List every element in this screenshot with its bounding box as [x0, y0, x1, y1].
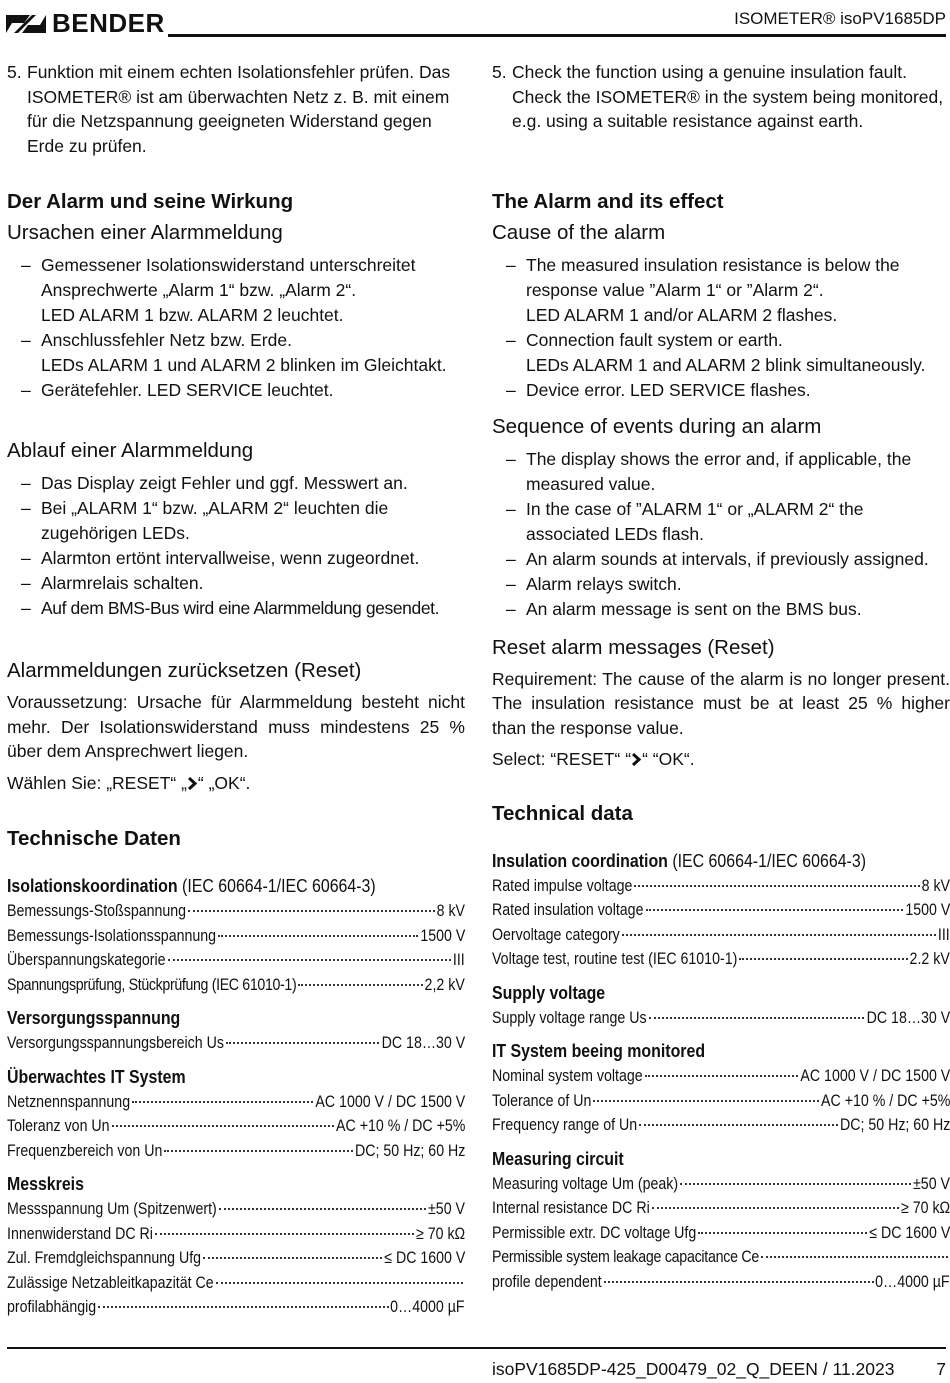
- table-row: Internal resistance DC Ri ≥ 70 kΩ: [492, 1199, 950, 1217]
- brand-logo: [6, 8, 165, 39]
- document-code: isoPV1685DP-425_D00479_02_Q_DEEN / 11.2023: [492, 1359, 895, 1379]
- table-row: Tolerance of Un AC +10 % / DC +5%: [492, 1091, 950, 1110]
- sequence-heading: Sequence of events during an alarm: [492, 414, 822, 438]
- table-row: Toleranz von Un AC +10 % / DC +5%: [7, 1117, 465, 1135]
- list-item: – Device error. LED SERVICE flashes.: [506, 379, 811, 400]
- table-row: Nominal system voltage AC 1000 V / DC 1500 V: [492, 1067, 950, 1085]
- table-row: Voltage test, routine test (IEC 61010-1) 2.2 kV: [492, 950, 950, 968]
- list-item: – An alarm message is sent on the BMS bus.: [506, 598, 862, 619]
- tech-heading: Technische Daten: [7, 827, 181, 850]
- supply-title: Supply voltage: [492, 981, 606, 1003]
- it-title: Überwachtes IT System: [7, 1065, 186, 1087]
- table-row: Versorgungsspannungsbereich Us DC 18…30 V: [7, 1034, 465, 1052]
- bender-logo-icon: [6, 11, 46, 37]
- page-number: 7: [936, 1359, 946, 1379]
- tech-data-de: [7, 873, 465, 1320]
- step-number: 5.: [492, 62, 507, 82]
- table-row: Measuring voltage Um (peak) ±50 V: [492, 1174, 950, 1193]
- meas-title: Messkreis: [7, 1173, 84, 1194]
- table-row: Frequenzbereich von Un DC; 50 Hz; 60 Hz: [7, 1141, 465, 1160]
- alarm-heading: Der Alarm und seine Wirkung: [7, 190, 294, 213]
- sequence-heading: Ablauf einer Alarmmeldung: [7, 439, 254, 462]
- chevron-right-icon: [187, 777, 198, 790]
- list-item: – Gerätefehler. LED SERVICE leuchtet.: [21, 380, 334, 400]
- table-row: Frequency range of Un DC; 50 Hz; 60 Hz: [492, 1116, 950, 1134]
- table-row: Bemessungs-Stoßspannung 8 kV: [7, 902, 465, 920]
- table-row: Oervoltage category III: [492, 925, 950, 944]
- insulation-title: Isolationskoordination (IEC 60664-1/IEC 60664-3): [7, 875, 376, 896]
- list-item: – The display shows the error and, if applicable, the measured value.: [506, 448, 912, 494]
- list-item: – Connection fault system or earth. LEDs ALARM 1 and ALARM 2 blink simultaneously.: [506, 329, 926, 375]
- step-5-de: [7, 60, 465, 158]
- alarm-heading: The Alarm and its effect: [492, 189, 724, 213]
- sequence-list: [7, 471, 465, 621]
- supply-title: Versorgungsspannung: [7, 1007, 181, 1028]
- causes-heading: Cause of the alarm: [492, 220, 666, 244]
- list-item: – An alarm sounds at intervals, if previously assigned.: [506, 548, 929, 569]
- table-row: Bemessungs-Isolationsspannung 1500 V: [7, 926, 465, 945]
- insulation-title: Insulation coordination (IEC 60664-1/IEC 60664-3): [492, 849, 867, 871]
- tech-data-en: [492, 848, 950, 1295]
- german-column: [7, 60, 465, 1320]
- list-item: – Alarm relays switch.: [506, 573, 682, 594]
- table-row: profilabhängig 0…4000 µF: [7, 1298, 465, 1316]
- list-item: – Bei „ALARM 1“ bzw. „ALARM 2“ leuchten die zugehörigen LEDs.: [21, 498, 389, 543]
- table-row: Zulässige Netzableitkapazität Ce: [7, 1271, 465, 1296]
- english-column: [492, 60, 950, 1294]
- list-item: – Auf dem BMS-Bus wird eine Alarmmeldung gesendet.: [21, 598, 440, 618]
- brand-name: BENDER: [52, 8, 165, 38]
- table-row: Überspannungskategorie III: [7, 951, 465, 969]
- table-row: Permissible extr. DC voltage Ufg ≤ DC 1600 V: [492, 1223, 950, 1242]
- list-item: – Alarmton ertönt intervallweise, wenn zugeordnet.: [21, 548, 420, 568]
- table-row: Innenwiderstand DC Ri ≥ 70 kΩ: [7, 1224, 465, 1243]
- reset-heading: Reset alarm messages (Reset): [492, 635, 775, 659]
- list-item: – Alarmrelais schalten.: [21, 573, 204, 593]
- table-row: Netznennspannung AC 1000 V / DC 1500 V: [7, 1092, 465, 1111]
- meas-title: Measuring circuit: [492, 1147, 624, 1169]
- select-instruction: Wählen Sie: „RESET“ „ “ „OK“.: [7, 772, 251, 793]
- step-text: Check the function using a genuine insulation fault. Check the ISOMETER® in the system being monitored, e.g. using a suitable resistance against earth.: [512, 62, 944, 131]
- table-row: Rated impulse voltage 8 kV: [492, 876, 950, 895]
- footer-rule: [7, 1347, 946, 1349]
- causes-heading: Ursachen einer Alarmmeldung: [7, 221, 283, 244]
- causes-list: [7, 253, 465, 403]
- table-row: Messspannung Um (Spitzenwert) ±50 V: [7, 1200, 465, 1218]
- step-number: 5.: [7, 62, 22, 82]
- list-item: – Das Display zeigt Fehler und ggf. Messwert an.: [21, 473, 408, 493]
- step-5-en: [492, 60, 950, 134]
- chevron-right-icon: [631, 753, 642, 766]
- table-row: Supply voltage range Us DC 18…30 V: [492, 1008, 950, 1027]
- tech-heading: Technical data: [492, 801, 633, 825]
- list-item: – Gemessener Isolationswiderstand unterschreitet Ansprechwerte „Alarm 1“ bzw. „Alarm 2“. LED ALARM 1 bzw. ALARM 2 leuchtet.: [21, 255, 416, 325]
- header-rule: [168, 34, 946, 37]
- table-row: profile dependent 0…4000 µF: [492, 1272, 950, 1291]
- table-row: Spannungsprüfung, Stückprüfung (IEC 61010-1) 2,2 kV: [7, 975, 465, 994]
- table-row: Rated insulation voltage 1500 V: [492, 901, 950, 919]
- reset-heading: Alarmmeldungen zurücksetzen (Reset): [7, 659, 362, 682]
- causes-list: [492, 253, 950, 403]
- sequence-list: [492, 447, 950, 622]
- table-row: Permissible system leakage capacitance Ce: [492, 1245, 950, 1270]
- table-row: Zul. Fremdgleichspannung Ufg ≤ DC 1600 V: [7, 1249, 465, 1267]
- page-header: [0, 0, 950, 45]
- select-instruction: Select: “RESET“ “ “ “OK“.: [492, 749, 695, 769]
- reset-text: Requirement: The cause of the alarm is no longer present. The insulation resistance must be at least 25 % higher than the response value.: [492, 668, 950, 738]
- product-name: ISOMETER® isoPV1685DP: [734, 9, 946, 28]
- it-title: IT System beeing monitored: [492, 1040, 706, 1061]
- list-item: – The measured insulation resistance is below the response value ”Alarm 1“ or ”Alarm 2“. LED ALARM 1 and/or ALARM 2 flashes.: [506, 254, 900, 325]
- list-item: – In the case of ”ALARM 1“ or „ALARM 2“ the associated LEDs flash.: [506, 498, 864, 544]
- list-item: – Anschlussfehler Netz bzw. Erde. LEDs ALARM 1 und ALARM 2 blinken im Gleichtakt.: [21, 330, 447, 375]
- step-text: Funktion mit einem echten Isolationsfehler prüfen. Das ISOMETER® ist am überwachten Netz z. B. mit einem für die Netzspannung geeigneten Widerstand gegen Erde zu prüfen.: [27, 62, 451, 156]
- reset-text: Voraussetzung: Ursache für Alarmmeldung besteht nicht mehr. Der Isolationswiderstand muss mindestens 25 % über dem Ansprechwert liegen.: [7, 692, 465, 761]
